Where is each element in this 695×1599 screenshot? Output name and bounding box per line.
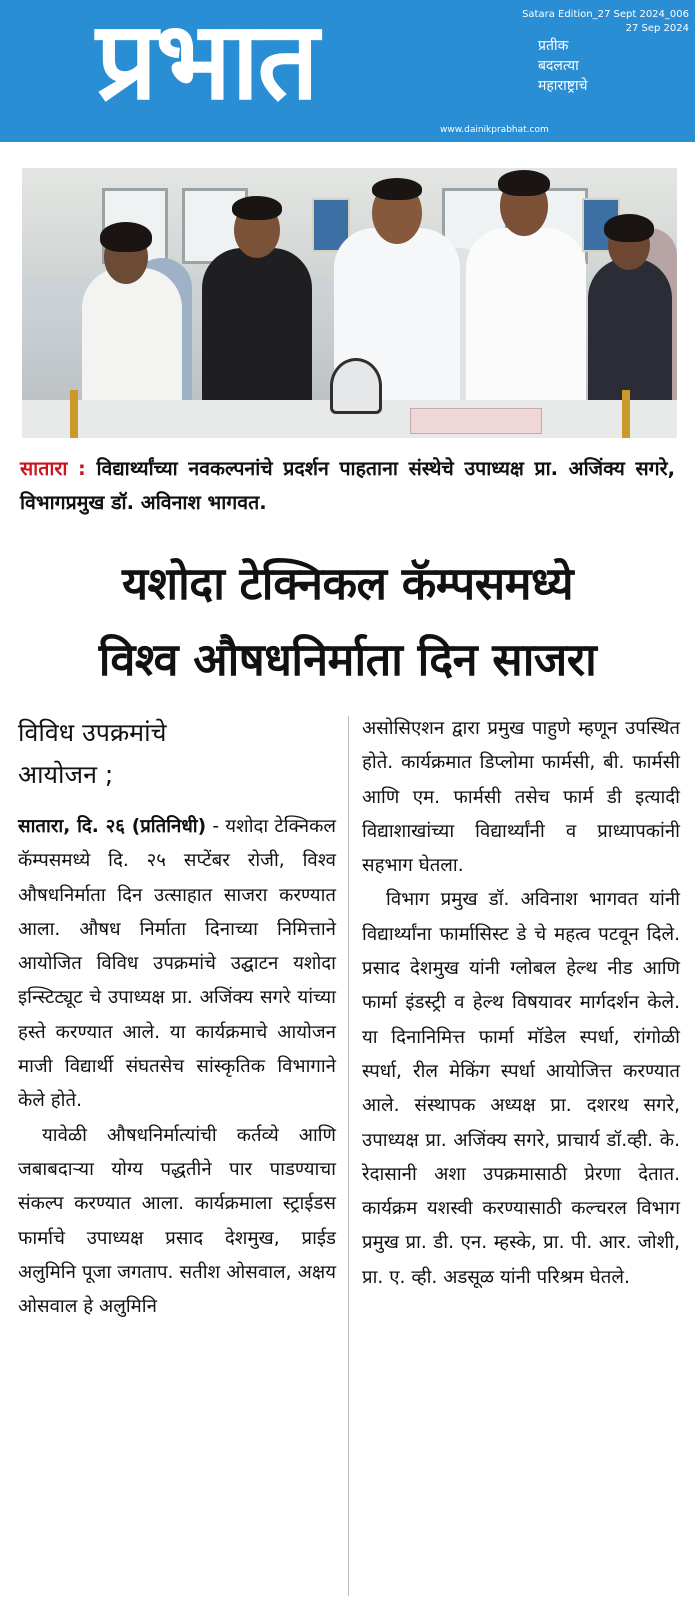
subhead-line-2: आयोजन ; <box>18 760 114 789</box>
article-subhead <box>18 712 336 796</box>
article-paragraph-3: असोसिएशन द्वारा प्रमुख पाहुणे म्हणून उपस्थित होते. कार्यक्रमात डिप्लोमा फार्मसी, बी. फार्मसी आणि एम. फार्मसी तसेच फार्म डी इत्यादी विद्याशाखांच्या विद्यार्थ्यांनी व प्राध्यापकांनी सहभाग घेतला. <box>362 718 680 877</box>
website-url: www.dainikprabhat.com <box>440 125 549 135</box>
tagline-line-1: प्रतीक <box>538 38 569 54</box>
caption-text: विद्यार्थ्यांच्या नवकल्पनांचे प्रदर्शन पाहताना संस्थेचे उपाध्यक्ष प्रा. अजिंक्य सगरे, विभागप्रमुख डॉ. अविनाश भागवत. <box>20 457 676 514</box>
caption-place: सातारा : <box>20 457 86 480</box>
headline <box>0 546 695 698</box>
article-paragraph-1: - यशोदा टेक्निकल कॅम्पसमध्ये दि. २५ सप्टेंबर रोजी, विश्व औषधनिर्माता दिन उत्साहात साजरा करण्यात आला. औषध निर्माता दिनाच्या निमित्ताने आयोजित विविध उपक्रमांचे उद्घाटन यशोदा इन्स्टिट्यूट चे उपाध्यक्ष प्रा. अजिंक्य सगरे यांच्या हस्ते करण्यात आले. या कार्यक्रमाचे आयोजन माजी विद्यार्थी संघतसेच सांस्कृतिक विभागाने केले होते. <box>18 816 337 1112</box>
headline-line-1: यशोदा टेक्निकल कॅम्पसमध्ये <box>121 557 574 610</box>
newspaper-logo: प्रभात <box>96 0 317 124</box>
subhead-line-1: विविध उपक्रमांचे <box>18 718 167 747</box>
edition-label: Satara Edition_27 Sept 2024_006 <box>522 9 689 20</box>
masthead <box>0 0 695 142</box>
article-column-left <box>18 712 336 1324</box>
article-paragraph-2: यावेळी औषधनिर्मात्यांची कर्तव्ये आणि जबाबदाऱ्या योग्य पद्धतीने पार पाडण्याचा संकल्प करण्यात आला. कार्यक्रमाला स्ट्राईडस फार्माचे उपाध्यक्ष प्रसाद देशमुख, प्राईड अलुमिनि पूजा जगताप. सतीश ओसवाल, अक्षय ओसवाल हे अलुमिनि <box>18 1124 336 1318</box>
article-dateline: सातारा, दि. २६ (प्रतिनिधी) <box>18 816 207 837</box>
masthead-tagline <box>538 36 648 96</box>
edition-info <box>522 8 689 36</box>
tagline-line-2: बदलत्या <box>538 58 579 74</box>
column-divider <box>348 716 349 1596</box>
edition-date: 27 Sep 2024 <box>625 23 689 34</box>
article-column-right <box>362 712 680 1295</box>
article-paragraph-4: विभाग प्रमुख डॉ. अविनाश भागवत यांनी विद्यार्थ्यांना फार्मासिस्ट डे चे महत्व पटवून दिले. प्रसाद देशमुख यांनी ग्लोबल हेल्थ नीड आणि फार्मा इंडस्ट्री व हेल्थ विषयावर मार्गदर्शन केले. या दिनानिमित्त फार्मा मॉडेल स्पर्धा, रांगोळी स्पर्धा, रील मेकिंग स्पर्धा आयोजित्त करण्यात आले. संस्थापक अध्यक्ष प्रा. दशरथ सगरे, उपाध्यक्ष प्रा. अजिंक्य सगरे, प्राचार्य डॉ.व्ही. के. रेदासानी अशा उपक्रमासाठी प्रेरणा देतात. कार्यक्रम यशस्वी करण्यासाठी कल्चरल विभाग प्रमुख प्रा. डी. एन. म्हस्के, प्रा. पी. आर. जोशी, प्रा. ए. व्ही. अडसूळ यांनी परिश्रम घेतले. <box>362 889 680 1288</box>
photo-caption <box>20 452 675 520</box>
tagline-line-3: महाराष्ट्राचे <box>538 78 588 94</box>
headline-line-2: विश्व औषधनिर्माता दिन साजरा <box>98 633 597 686</box>
event-photo <box>22 168 677 438</box>
